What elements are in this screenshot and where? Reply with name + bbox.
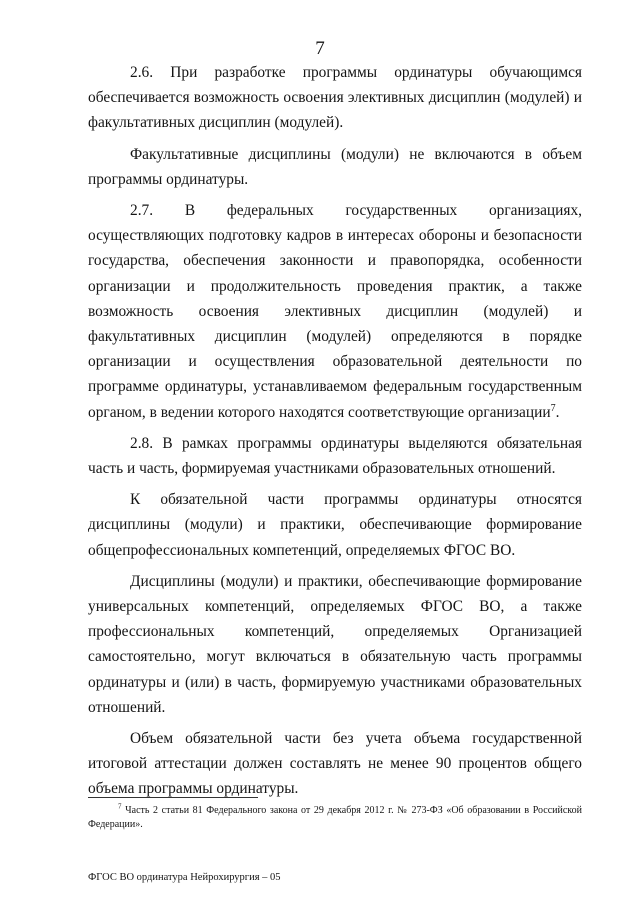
document-footer: ФГОС ВО ординатура Нейрохирургия – 05 [88, 872, 281, 883]
footnote-divider [88, 797, 258, 798]
paragraph: К обязательной части программы ординатуры относятся дисциплины (модули) и практики, обеспечивающие формирование общепрофессиональных компетенций, определяемых ФГОС ВО. [88, 491, 582, 559]
footnote [88, 804, 582, 832]
paragraph-text: 2.7. В федеральных государственных организациях, осуществляющих подготовку кадров в интересах обороны и безопасности государства, обеспечения законности и правопорядка, особенности организации и продолжительность проведения практик, а также возможность освоения элективных дисциплин (модулей) и факультативных дисциплин (модулей) определяются в порядке организации и осуществления образовательной деятельности по программе ординатуры, устанавливаемом федеральным государственным органом, в ведении которого находятся соответствующие организации [88, 202, 582, 421]
page-number: 7 [315, 38, 325, 59]
footnote-reference: 7 [550, 402, 556, 414]
sentence-period: . [555, 403, 560, 421]
paragraph: Объем обязательной части без учета объема государственной итоговой аттестации должен составлять не менее 90 процентов общего объема программы ординатуры. [88, 730, 582, 798]
document-body [88, 60, 582, 808]
paragraph: Факультативные дисциплины (модули) не включаются в объем программы ординатуры. [88, 145, 582, 188]
paragraph: 2.6. При разработке программы ординатуры обучающимся обеспечивается возможность освоения элективных дисциплин (модулей) и факультативных дисциплин (модулей). [88, 64, 582, 132]
footnote-text: Часть 2 статьи 81 Федерального закона от 29 декабря 2012 г. № 273-ФЗ «Об образовании в Российской Федерации». [88, 805, 582, 830]
paragraph: Дисциплины (модули) и практики, обеспечивающие формирование универсальных компетенций, определяемых ФГОС ВО, а также профессиональных компетенций, определяемых Организацией самостоятельно, могут включаться в обязательную часть программы ординатуры и (или) в часть, формируемую участниками образовательных отношений. [88, 572, 582, 716]
paragraph [88, 198, 582, 425]
paragraph: 2.8. В рамках программы ординатуры выделяются обязательная часть и часть, формируемая участниками образовательных отношений. [88, 434, 582, 478]
footnote-number: 7 [118, 802, 122, 811]
